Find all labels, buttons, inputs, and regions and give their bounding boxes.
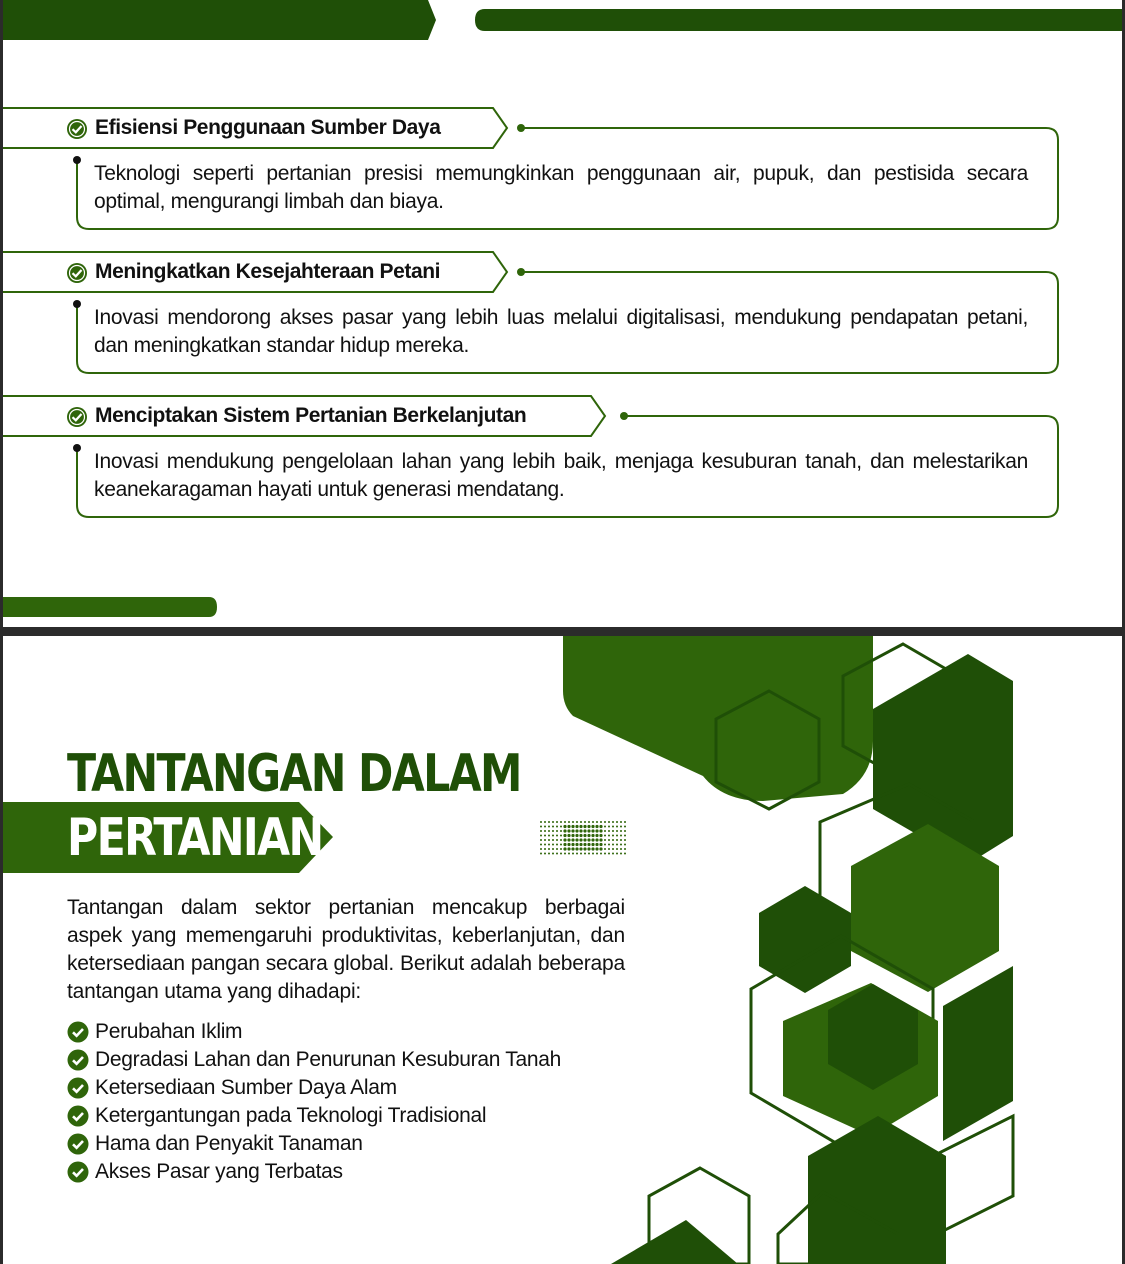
pattern-dot xyxy=(560,848,562,850)
pattern-dot xyxy=(564,853,566,855)
pattern-dot xyxy=(568,821,570,823)
pattern-dot xyxy=(544,826,546,828)
pattern-dot xyxy=(540,826,542,828)
pattern-dot xyxy=(579,825,582,828)
pattern-dot xyxy=(604,821,606,823)
pattern-dot xyxy=(612,835,614,837)
pattern-dot xyxy=(596,853,598,855)
pattern-dot xyxy=(595,838,598,841)
pattern-dot xyxy=(604,826,606,828)
pattern-dot xyxy=(624,835,626,837)
list-item xyxy=(67,1130,561,1158)
check-circle-icon xyxy=(67,1105,89,1127)
pattern-dot xyxy=(612,826,614,828)
pattern-dot xyxy=(599,838,602,841)
pattern-dot xyxy=(608,835,610,837)
pattern-dot xyxy=(591,838,594,841)
pattern-dot xyxy=(616,839,618,841)
pattern-dot xyxy=(575,829,578,832)
pattern-dot xyxy=(583,829,586,832)
check-badge-icon xyxy=(66,262,88,284)
pattern-dot xyxy=(600,821,602,823)
pattern-dot xyxy=(604,853,606,855)
pattern-dot xyxy=(579,843,582,846)
list-item-label: Degradasi Lahan dan Penurunan Kesuburan Tanah xyxy=(95,1048,561,1071)
pattern-dot xyxy=(587,834,590,837)
pattern-dot xyxy=(616,821,618,823)
hexagon-cluster xyxy=(563,636,1013,1264)
pattern-dot xyxy=(624,826,626,828)
pattern-dot xyxy=(600,853,602,855)
pattern-dot xyxy=(556,830,558,832)
pattern-dot xyxy=(571,838,574,841)
pattern-dot xyxy=(544,835,546,837)
pattern-dot xyxy=(592,853,594,855)
pattern-dot xyxy=(563,829,566,832)
pattern-dot xyxy=(556,839,558,841)
pattern-dot xyxy=(563,843,566,846)
pattern-dot xyxy=(560,826,562,828)
pattern-dot xyxy=(583,847,586,850)
pattern-dot xyxy=(595,829,598,832)
pattern-dot xyxy=(616,844,618,846)
pattern-dot xyxy=(624,844,626,846)
pattern-dot xyxy=(575,834,578,837)
pattern-dot xyxy=(564,821,566,823)
pattern-dot xyxy=(571,847,574,850)
pattern-dot xyxy=(624,853,626,855)
pattern-dot xyxy=(608,839,610,841)
pattern-dot xyxy=(595,847,598,850)
pattern-dot xyxy=(616,848,618,850)
pattern-dot xyxy=(580,821,582,823)
pattern-dot xyxy=(608,844,610,846)
pattern-dot xyxy=(575,825,578,828)
pattern-dot xyxy=(571,843,574,846)
pattern-dot xyxy=(579,847,582,850)
pattern-dot xyxy=(604,830,606,832)
list-item-label: Ketersediaan Sumber Daya Alam xyxy=(95,1076,397,1099)
pattern-dot xyxy=(583,838,586,841)
pattern-dot xyxy=(624,848,626,850)
pattern-dot xyxy=(587,843,590,846)
pattern-dot xyxy=(595,834,598,837)
pattern-dot xyxy=(604,835,606,837)
check-circle-icon xyxy=(67,1077,89,1099)
pattern-dot xyxy=(587,847,590,850)
pattern-dot xyxy=(584,853,586,855)
pattern-dot xyxy=(604,848,606,850)
pattern-dot xyxy=(548,830,550,832)
pattern-dot xyxy=(624,830,626,832)
list-item xyxy=(67,1102,561,1130)
pattern-dot xyxy=(556,853,558,855)
pattern-dot xyxy=(604,844,606,846)
pattern-dot xyxy=(580,853,582,855)
pattern-dot xyxy=(620,826,622,828)
pattern-dot xyxy=(556,821,558,823)
benefits-slide xyxy=(3,0,1122,627)
pattern-dot xyxy=(612,821,614,823)
pattern-dot xyxy=(540,821,542,823)
benefit-description: Teknologi seperti pertanian presisi memungkinkan penggunaan air, pupuk, dan pestisida secara optimal, mengurangi limbah dan biaya. xyxy=(94,162,1028,213)
pattern-dot xyxy=(608,848,610,850)
pattern-dot xyxy=(579,834,582,837)
benefit-title: Meningkatkan Kesejahteraan Petani xyxy=(95,260,441,283)
pattern-dot xyxy=(575,847,578,850)
pattern-dot xyxy=(616,853,618,855)
pattern-dot xyxy=(620,839,622,841)
slide-title-line-1: TANTANGAN DALAM xyxy=(67,744,521,804)
pattern-dot xyxy=(556,835,558,837)
slide-title-line-2: PERTANIAN xyxy=(67,808,323,868)
pattern-dot xyxy=(599,825,602,828)
pattern-dot xyxy=(608,821,610,823)
pattern-dot xyxy=(624,839,626,841)
pattern-dot xyxy=(579,838,582,841)
pattern-dot xyxy=(544,821,546,823)
pattern-dot xyxy=(620,853,622,855)
benefit-description: Inovasi mendukung pengelolaan lahan yang lebih baik, menjaga kesuburan tanah, dan melestarikan keanekaragaman hayati untuk generasi mendatang. xyxy=(94,450,1028,501)
pattern-dot xyxy=(540,848,542,850)
pattern-dot xyxy=(599,847,602,850)
pattern-dot xyxy=(560,830,562,832)
pattern-dot xyxy=(612,848,614,850)
pattern-dot xyxy=(548,839,550,841)
top-right-bar xyxy=(475,9,1122,31)
pattern-dot xyxy=(552,839,554,841)
pattern-dot xyxy=(583,843,586,846)
pattern-dot xyxy=(587,829,590,832)
pattern-dot xyxy=(575,838,578,841)
pattern-dot xyxy=(608,853,610,855)
pattern-dot xyxy=(548,853,550,855)
pattern-dot xyxy=(548,844,550,846)
check-badge-icon xyxy=(66,118,88,140)
pattern-dot xyxy=(584,821,586,823)
pattern-dot xyxy=(568,853,570,855)
pattern-dot xyxy=(620,835,622,837)
pattern-dot xyxy=(544,848,546,850)
pattern-dot xyxy=(552,830,554,832)
pattern-dot xyxy=(620,830,622,832)
pattern-dot xyxy=(579,829,582,832)
benefit-title: Efisiensi Penggunaan Sumber Daya xyxy=(95,116,441,139)
list-item xyxy=(67,1046,561,1074)
pattern-dot xyxy=(620,821,622,823)
pattern-dot xyxy=(612,853,614,855)
list-item xyxy=(67,1158,561,1186)
pattern-dot xyxy=(612,830,614,832)
pattern-dot xyxy=(596,821,598,823)
pattern-dot xyxy=(591,847,594,850)
pattern-dot xyxy=(608,826,610,828)
pattern-dot xyxy=(591,825,594,828)
bottom-left-bar xyxy=(3,597,217,617)
pattern-dot xyxy=(608,830,610,832)
pattern-dot xyxy=(567,847,570,850)
pattern-dot xyxy=(571,834,574,837)
pattern-dot xyxy=(616,835,618,837)
pattern-dot xyxy=(591,834,594,837)
pattern-dot xyxy=(616,826,618,828)
pattern-dot xyxy=(556,826,558,828)
pattern-dot xyxy=(540,835,542,837)
pattern-dot xyxy=(544,830,546,832)
pattern-dot xyxy=(552,835,554,837)
pattern-dot xyxy=(544,839,546,841)
pattern-dot xyxy=(624,821,626,823)
check-circle-icon xyxy=(67,1021,89,1043)
dot-pattern xyxy=(540,821,626,855)
pattern-dot xyxy=(620,848,622,850)
pattern-dot xyxy=(575,843,578,846)
pattern-dot xyxy=(588,821,590,823)
pattern-dot xyxy=(576,821,578,823)
pattern-dot xyxy=(572,821,574,823)
pattern-dot xyxy=(567,825,570,828)
pattern-dot xyxy=(595,843,598,846)
pattern-dot xyxy=(604,839,606,841)
pattern-dot xyxy=(587,838,590,841)
pattern-dot xyxy=(552,848,554,850)
pattern-dot xyxy=(576,853,578,855)
list-item xyxy=(67,1074,561,1102)
check-circle-icon xyxy=(67,1161,89,1183)
pattern-dot xyxy=(560,844,562,846)
list-item xyxy=(67,1018,561,1046)
pattern-dot xyxy=(572,853,574,855)
list-item-label: Hama dan Penyakit Tanaman xyxy=(95,1132,363,1155)
top-left-bar xyxy=(3,0,436,40)
check-circle-icon xyxy=(67,1133,89,1155)
pattern-dot xyxy=(540,839,542,841)
pattern-dot xyxy=(583,834,586,837)
pattern-dot xyxy=(591,843,594,846)
pattern-dot xyxy=(552,821,554,823)
pattern-dot xyxy=(544,853,546,855)
pattern-dot xyxy=(571,825,574,828)
pattern-dot xyxy=(540,853,542,855)
pattern-dot xyxy=(591,829,594,832)
pattern-dot xyxy=(556,848,558,850)
pattern-dot xyxy=(592,821,594,823)
pattern-dot xyxy=(548,821,550,823)
pattern-dot xyxy=(599,843,602,846)
pattern-dot xyxy=(616,830,618,832)
pattern-dot xyxy=(560,821,562,823)
pattern-dot xyxy=(560,853,562,855)
pattern-dot xyxy=(599,834,602,837)
pattern-dot xyxy=(567,838,570,841)
pattern-dot xyxy=(612,839,614,841)
pattern-dot xyxy=(567,834,570,837)
pattern-dot xyxy=(583,825,586,828)
pattern-dot xyxy=(540,830,542,832)
pattern-dot xyxy=(540,844,542,846)
pattern-dot xyxy=(612,844,614,846)
pattern-dot xyxy=(556,844,558,846)
pattern-dot xyxy=(560,839,562,841)
pattern-dot xyxy=(560,835,562,837)
pattern-dot xyxy=(548,826,550,828)
pattern-dot xyxy=(548,848,550,850)
challenges-slide xyxy=(3,636,1122,1264)
list-item-label: Perubahan Iklim xyxy=(95,1020,243,1043)
pattern-dot xyxy=(552,844,554,846)
pattern-dot xyxy=(563,834,566,837)
benefit-title: Menciptakan Sistem Pertanian Berkelanjutan xyxy=(95,404,527,427)
pattern-dot xyxy=(599,829,602,832)
pattern-dot xyxy=(563,825,566,828)
check-badge-icon xyxy=(66,406,88,428)
pattern-dot xyxy=(620,844,622,846)
pattern-dot xyxy=(552,826,554,828)
pattern-dot xyxy=(563,838,566,841)
pattern-dot xyxy=(567,829,570,832)
pattern-dot xyxy=(548,835,550,837)
list-item-label: Ketergantungan pada Teknologi Tradisional xyxy=(95,1104,487,1127)
intro-paragraph: Tantangan dalam sektor pertanian mencakup berbagai aspek yang memengaruhi produktivitas, keberlanjutan, dan ketersediaan pangan secara global. Berikut adalah beberapa tantangan utama yang dihadapi: xyxy=(67,896,625,1003)
pattern-dot xyxy=(571,829,574,832)
pattern-dot xyxy=(563,847,566,850)
pattern-dot xyxy=(587,825,590,828)
pattern-dot xyxy=(567,843,570,846)
pattern-dot xyxy=(544,844,546,846)
check-circle-icon xyxy=(67,1049,89,1071)
pattern-dot xyxy=(595,825,598,828)
pattern-dot xyxy=(552,853,554,855)
challenge-list xyxy=(67,1018,561,1186)
benefit-description: Inovasi mendorong akses pasar yang lebih luas melalui digitalisasi, mendukung pendapatan petani, dan meningkatkan standar hidup mereka. xyxy=(94,306,1028,357)
pattern-dot xyxy=(588,853,590,855)
list-item-label: Akses Pasar yang Terbatas xyxy=(95,1160,343,1183)
